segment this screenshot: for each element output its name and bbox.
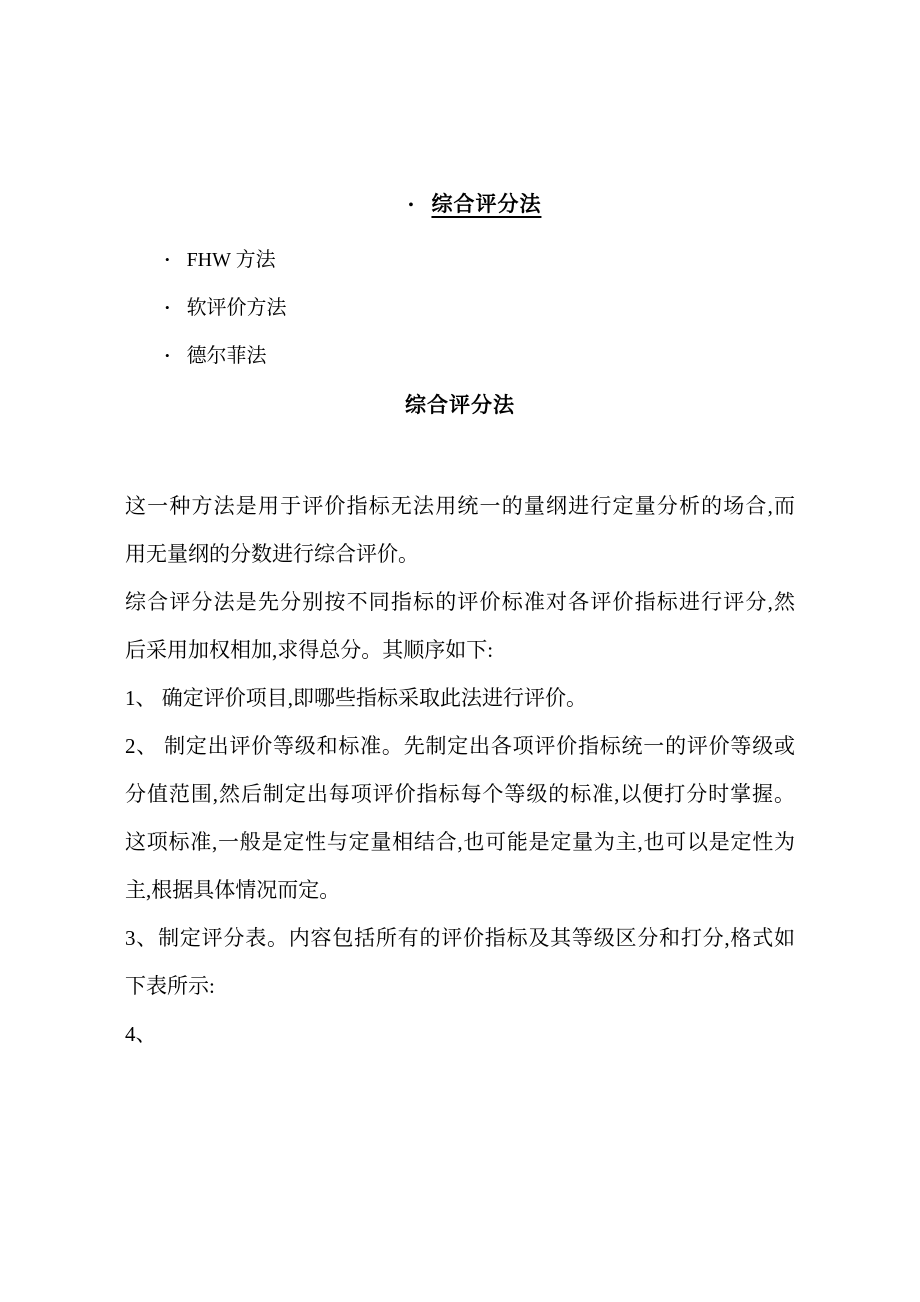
body-line: 这项标准,一般是定性与定量相结合,也可能是定量为主,也可以是定性为 xyxy=(125,830,795,854)
body-line: 后采用加权相加,求得总分。其顺序如下: xyxy=(125,638,494,662)
body-line: 2、 制定出评价等级和标准。先制定出各项评价指标统一的评价等级或 xyxy=(125,734,795,758)
bullet-icon: • xyxy=(165,252,170,267)
body-line: 下表所示: xyxy=(125,974,215,998)
section-heading: 综合评分法 xyxy=(405,393,515,417)
list-item-soft-eval xyxy=(165,294,795,322)
bullet-icon: • xyxy=(165,300,170,315)
bullet-icon: • xyxy=(165,348,170,363)
list-item-delphi xyxy=(165,342,795,370)
body-line: 4、 xyxy=(125,1022,157,1046)
list-item-label: 德尔菲法 xyxy=(186,345,267,367)
top-bullet-label: 综合评分法 xyxy=(431,192,542,216)
list-item-centered xyxy=(125,190,795,220)
list-item-label: FHW 方法 xyxy=(186,249,276,271)
body-line: 这一种方法是用于评价指标无法用统一的量纲进行定量分析的场合,而 xyxy=(125,494,795,518)
body-line: 1、 确定评价项目,即哪些指标采取此法进行评价。 xyxy=(125,686,587,710)
list-item-label: 软评价方法 xyxy=(186,297,287,319)
body-line: 主,根据具体情况而定。 xyxy=(125,878,341,902)
document-body xyxy=(125,482,795,1058)
list-item-fhw xyxy=(165,246,795,274)
body-line: 用无量纲的分数进行综合评价。 xyxy=(125,542,419,566)
body-line: 3、制定评分表。内容包括所有的评价指标及其等级区分和打分,格式如 xyxy=(125,926,795,950)
bullet-icon: • xyxy=(408,198,414,213)
body-line: 分值范围,然后制定出每项评价指标每个等级的标准,以便打分时掌握。 xyxy=(125,782,795,806)
body-line: 综合评分法是先分别按不同指标的评价标准对各评价指标进行评分,然 xyxy=(125,590,795,614)
